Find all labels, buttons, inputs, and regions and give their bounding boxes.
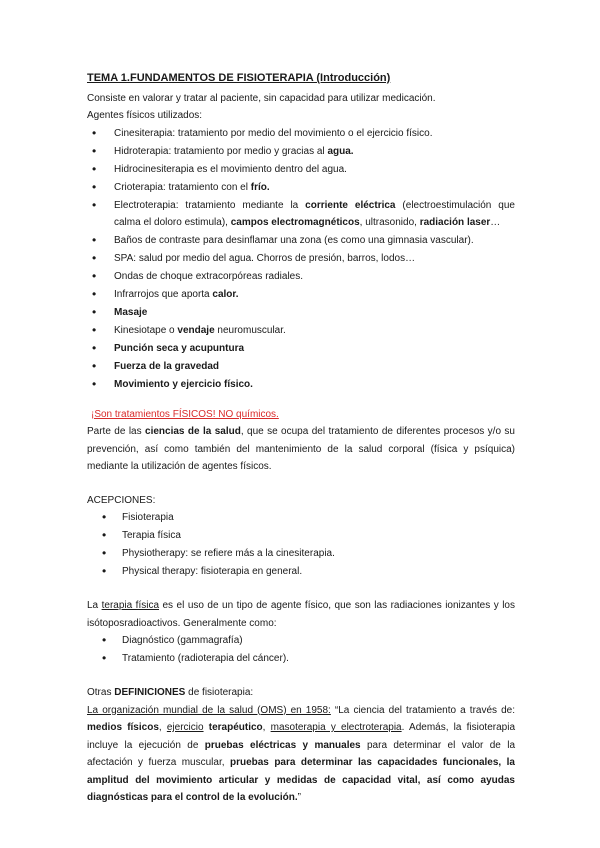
page-title: TEMA 1.FUNDAMENTOS DE FISIOTERAPIA (Introducción) xyxy=(87,72,391,84)
acepciones-label: ACEPCIONES: xyxy=(87,494,156,506)
list-item: • Ondas de choque extracorpóreas radiales. xyxy=(87,268,515,286)
list-item: • Diagnóstico (gammagrafía) xyxy=(87,632,515,650)
list-item: • Kinesiotape o vendaje neuromuscular. xyxy=(87,322,515,340)
spacer xyxy=(87,668,515,684)
definition-paragraph: Parte de las ciencias de la salud, que se ocupa del tratamiento de diferentes procesos y/o su prevención, así como también del mantenimiento de la salud corporal (física y psíquica) mediante la utilización de agentes físicos. xyxy=(87,426,515,472)
list-item: • Baños de contraste para desinflamar una zona (es como una gimnasia vascular). xyxy=(87,232,515,250)
acepciones-list xyxy=(87,509,515,581)
list-item: • Hidroterapia: tratamiento por medio y gracias al agua. xyxy=(87,143,515,161)
list-item: • Electroterapia: tratamiento mediante la corriente eléctrica (electroestimulación que calma el doloro estimula), campos electromagnéticos, ultrasonido, radiación laser… xyxy=(87,197,515,232)
list-item: • Fuerza de la gravedad xyxy=(87,358,515,376)
list-item: • Masaje xyxy=(87,304,515,322)
document-page xyxy=(87,70,515,807)
uses-list xyxy=(87,632,515,668)
terapia-fisica-paragraph: La terapia física es el uso de un tipo de agente físico, que son las radiaciones ionizantes y los isótoposradioactivos. Generalmente como: xyxy=(87,600,515,629)
intro-text: Consiste en valorar y tratar al paciente, sin capacidad para utilizar medicación. xyxy=(87,92,436,104)
list-item: • Terapia física xyxy=(87,527,515,545)
spacer xyxy=(87,581,515,597)
list-item: • Tratamiento (radioterapia del cáncer). xyxy=(87,650,515,668)
list-item: • Movimiento y ejercicio físico. xyxy=(87,376,515,394)
agents-label: Agentes físicos utilizados: xyxy=(87,110,203,121)
list-item: • Physiotherapy: se refiere más a la cinesiterapia. xyxy=(87,545,515,563)
list-item: • Fisioterapia xyxy=(87,509,515,527)
oms-definition-paragraph: La organización mundial de la salud (OMS) en 1958: “La ciencia del tratamiento a través de: medios físicos, ejercicio terapéutico, masoterapia y electroterapia. Además, la fisioterapia incluye la ejecución de pruebas eléctricas y manuales para determinar el valor de la afectación y fuerza muscular, pruebas para determinar las capacidades funcionales, la amplitud del movimiento articular y medidas de capacidad vital, así como ayudas diagnósticas para el control de la evolución.” xyxy=(87,704,516,803)
agents-list xyxy=(87,125,515,394)
list-item: • Cinesiterapia: tratamiento por medio del movimiento o el ejercicio físico. xyxy=(87,125,515,143)
list-item: • Infrarrojos que aporta calor. xyxy=(87,286,515,304)
otras-definiciones-label: Otras DEFINICIONES de fisioterapia: xyxy=(87,687,254,698)
spacer xyxy=(87,476,515,492)
list-item: • Hidrocinesiterapia es el movimiento dentro del agua. xyxy=(87,161,515,179)
list-item: • Punción seca y acupuntura xyxy=(87,340,515,358)
red-note: ¡Son tratamientos FÍSICOS! NO químicos. xyxy=(91,408,279,420)
list-item: • Crioterapia: tratamiento con el frío. xyxy=(87,179,515,197)
list-item: • Physical therapy: fisioterapia en general. xyxy=(87,563,515,581)
list-item: • SPA: salud por medio del agua. Chorros de presión, barros, lodos… xyxy=(87,250,515,268)
